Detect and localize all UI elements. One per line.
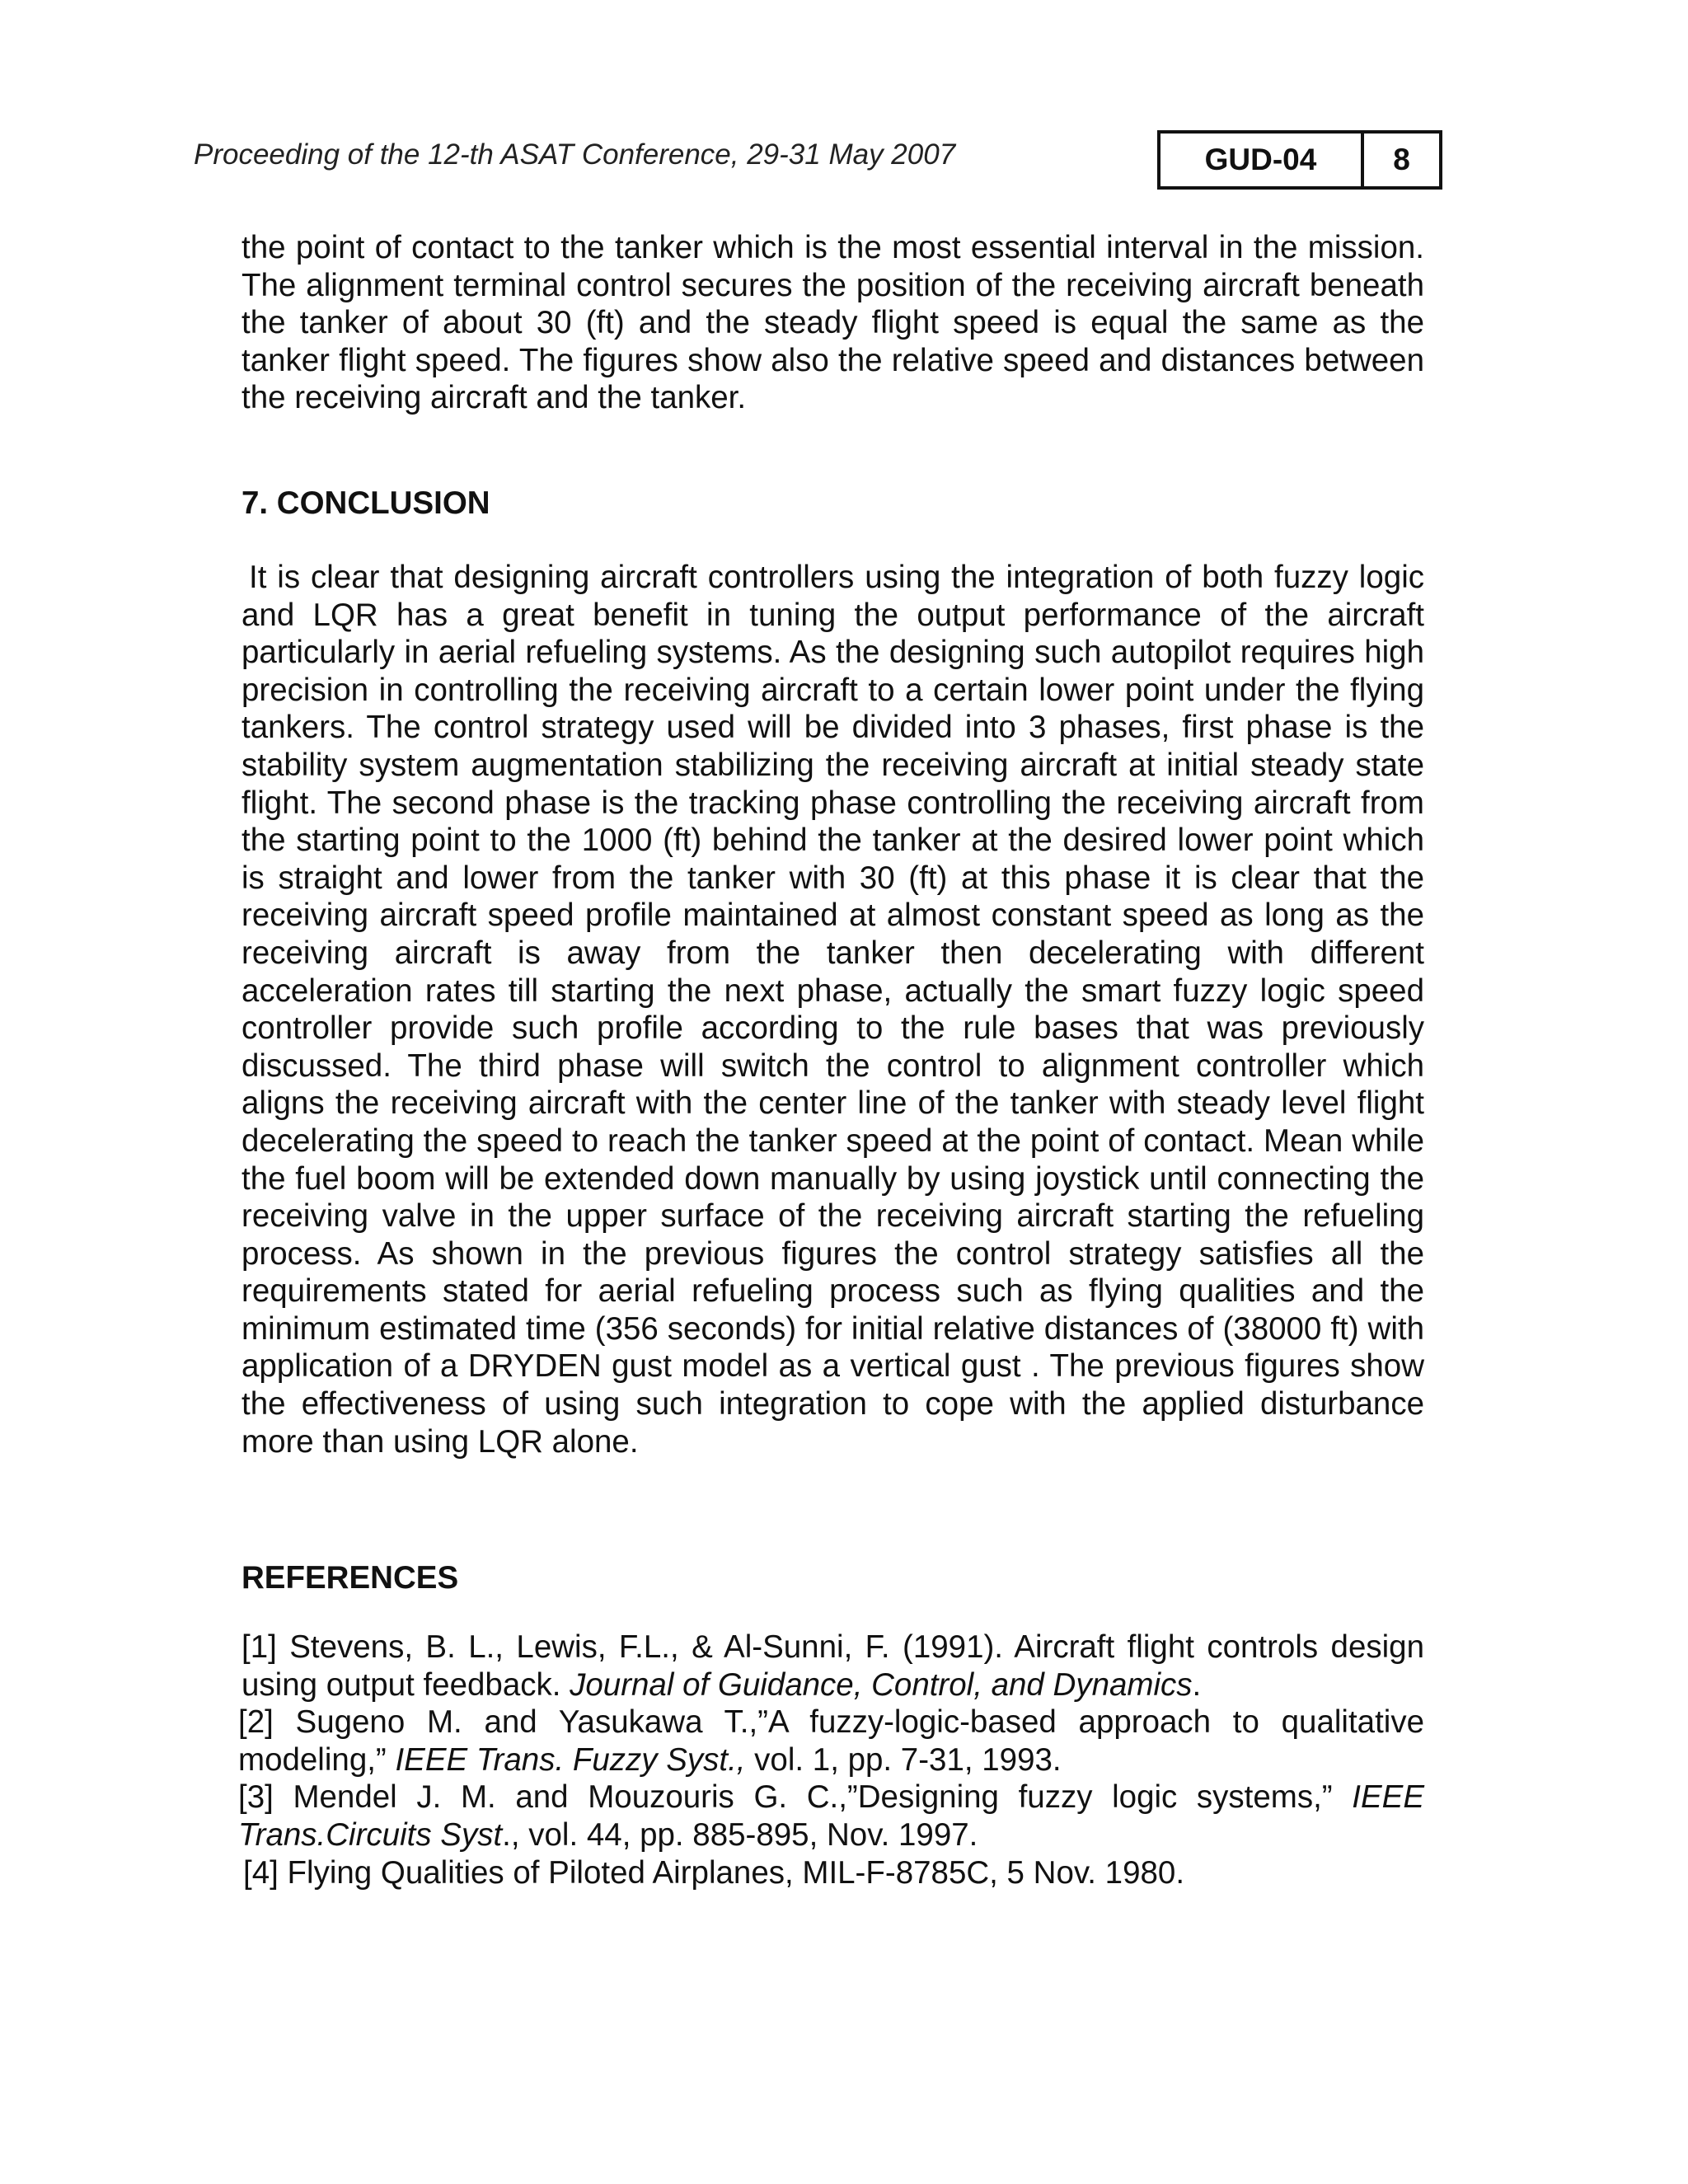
- reference-journal: IEEE Trans.Circuits Syst: [238, 1779, 1424, 1853]
- references-heading: REFERENCES: [241, 1560, 459, 1596]
- conclusion-paragraph: It is clear that designing aircraft controllers using the integration of both fuzzy logic and LQR has a great benefit in tuning the output performance of the aircraft particularly in aerial refueling systems. As the designing such autopilot requires high precision in controlling the receiving aircraft to a certain lower point under the flying tankers. The control strategy used will be divided into 3 phases, first phase is the stability system augmentation stabilizing the receiving aircraft at initial steady state flight. The second phase is the tracking phase controlling the receiving aircraft from the starting point to the 1000 (ft) behind the tanker at the desired lower point which is straight and lower from the tanker with 30 (ft) at this phase it is clear that the receiving aircraft speed profile maintained at almost constant speed as long as the receiving aircraft is away from the tanker then decelerating with different acceleration rates till starting the next phase, actually the smart fuzzy logic speed controller provide such profile according to the rule bases that was previously discussed. The third phase will switch the control to alignment controller which aligns the receiving aircraft with the center line of the tanker with steady level flight decelerating the speed to reach the tanker speed at the point of contact. Mean while the fuel boom will be extended down manually by using joystick until connecting the receiving valve in the upper surface of the receiving aircraft starting the refueling process. As shown in the previous figures the control strategy satisfies all the requirements stated for aerial refueling process such as flying qualities and the minimum estimated time (356 seconds) for initial relative distances of (38000 ft) with application of a DRYDEN gust model as a vertical gust . The previous figures show the effectiveness of using such integration to cope with the applied disturbance more than using LQR alone.: [241, 560, 1424, 1460]
- reference-item: [241, 1629, 1424, 1704]
- reference-text: [2] Sugeno M. and Yasukawa T.,”A fuzzy-logic-based approach to qualitative modeling,”: [238, 1704, 1424, 1778]
- running-header: Proceeding of the 12-th ASAT Conference, 29-31 May 2007: [194, 138, 956, 171]
- reference-text: [4] Flying Qualities of Piloted Airplanes, MIL-F-8785C, 5 Nov. 1980.: [243, 1854, 1185, 1891]
- reference-text-tail: .: [1192, 1666, 1202, 1703]
- paper-code: GUD-04: [1160, 134, 1364, 186]
- conclusion-heading: 7. CONCLUSION: [241, 485, 490, 521]
- reference-item: [238, 1779, 1424, 1854]
- conclusion-paragraph-block: [241, 559, 1424, 1460]
- intro-paragraph-block: [241, 229, 1424, 417]
- reference-journal: IEEE Trans. Fuzzy Syst.,: [395, 1741, 746, 1778]
- page-number: 8: [1393, 143, 1410, 176]
- reference-text: [1] Stevens, B. L., Lewis, F.L., & Al-Sunni, F. (1991). Aircraft flight controls design using output feedback.: [241, 1629, 1424, 1703]
- intro-paragraph: the point of contact to the tanker which is the most essential interval in the mission. The alignment terminal control secures the position of the receiving aircraft beneath the tanker of about 30 (ft) and the steady flight speed is equal the same as the tanker flight speed. The figures show also the relative speed and distances between the receiving aircraft and the tanker.: [241, 230, 1424, 416]
- reference-item: [238, 1704, 1424, 1779]
- reference-text: [3] Mendel J. M. and Mouzouris G. C.,”Designing fuzzy logic systems,”: [238, 1779, 1353, 1816]
- reference-item: [243, 1854, 1424, 1892]
- reference-journal: Journal of Guidance, Control, and Dynamics: [570, 1666, 1193, 1703]
- reference-text-tail: vol. 1, pp. 7-31, 1993.: [745, 1741, 1062, 1778]
- reference-text-tail: ., vol. 44, pp. 885-895, Nov. 1997.: [502, 1816, 978, 1853]
- reference-list: [238, 1629, 1424, 1891]
- paper-code-box: [1157, 130, 1442, 190]
